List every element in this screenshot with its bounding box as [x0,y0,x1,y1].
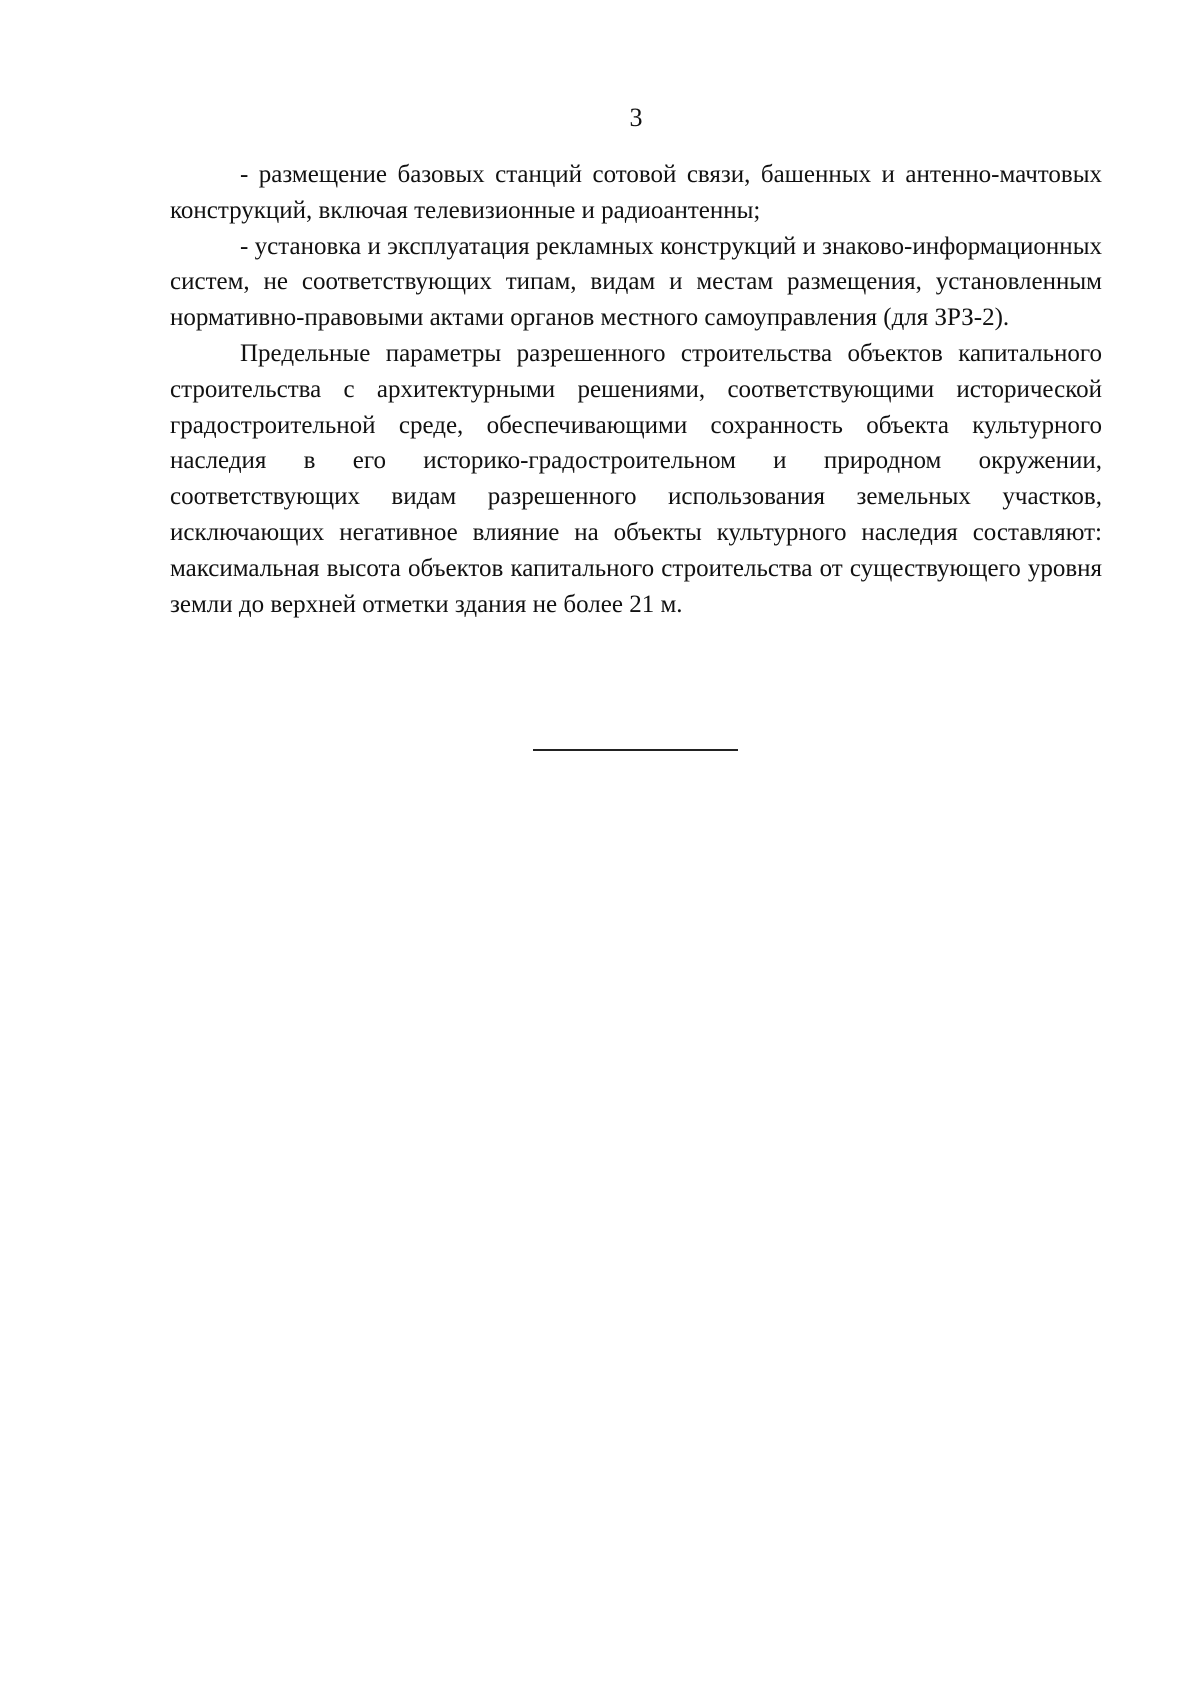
document-body [170,157,1102,622]
paragraph-advertising-structures: - установка и эксплуатация рекламных конструкций и знаково-информационных систем, не соответствующих типам, видам и местам размещения, установленным нормативно-правовыми актами органов местного самоуправления (для ЗРЗ-2). [170,232,1102,332]
page-number: 3 [629,103,643,132]
closing-divider-line [533,749,738,751]
paragraph-cell-towers: - размещение базовых станций сотовой связи, башенных и антенно-мачтовых конструкций, включая телевизионные и радиоантенны; [170,161,1102,224]
paragraph-construction-limits: Предельные параметры разрешенного строительства объектов капитального строительства с архитектурными решениями, соответствующими исторической градостроительной среде, обеспечивающими сохранность объекта культурного наследия в его историко-градостроительном и природном окружении, соответствующих видам разрешенного использования земельных участков, исключающих негативное влияние на объекты культурного наследия составляют: максимальная высота объектов капитального строительства от существующего уровня земли до верхней отметки здания не более 21 м. [170,339,1102,618]
